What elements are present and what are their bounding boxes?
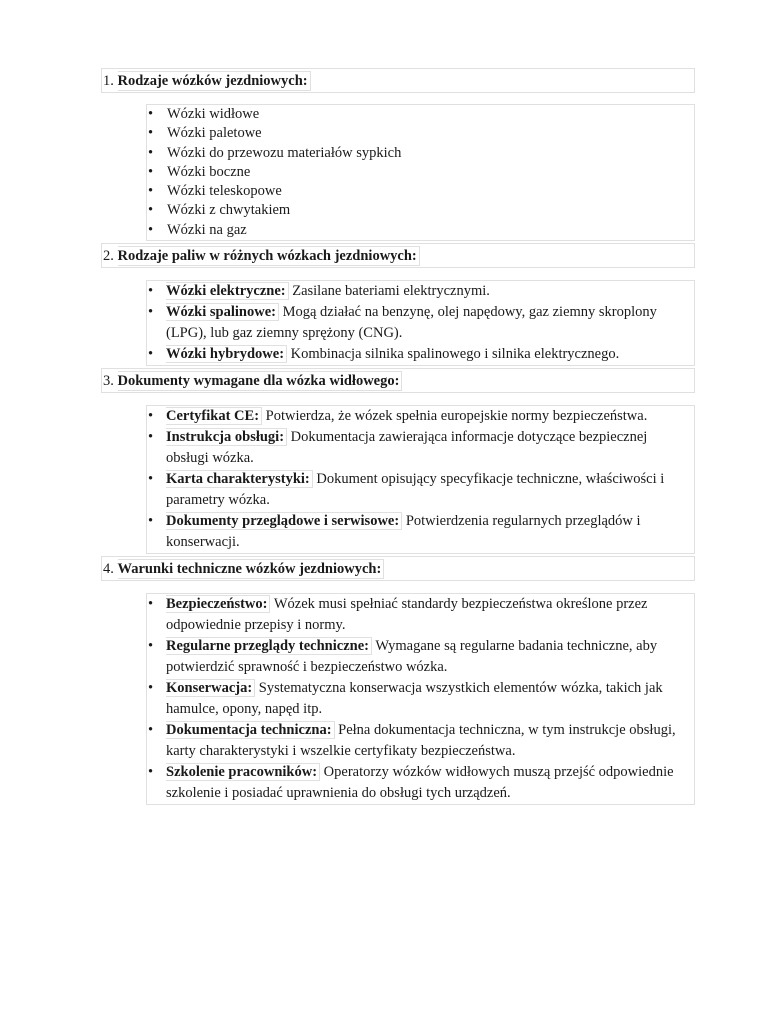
bullet-icon: • [148, 408, 154, 425]
item-description: Wymagane są regularne badania techniczne, aby potwierdzić sprawność i bezpieczeństwo wózka. [166, 638, 658, 676]
item-term: Wózki elektryczne: [166, 282, 289, 300]
bullet-icon: • [148, 429, 154, 446]
list-item [147, 281, 694, 302]
section-heading [101, 368, 695, 393]
bullet-icon: • [148, 471, 154, 488]
item-description: Kombinacja silnika spalinowego i silnika elektrycznego. [290, 346, 620, 363]
document-body [101, 68, 695, 807]
bullet-icon: • [148, 513, 154, 530]
bullet-icon: • [148, 283, 154, 300]
section-heading [101, 556, 695, 581]
item-term: Wózki spalinowe: [166, 303, 279, 321]
bullet-icon: • [148, 680, 154, 697]
list-item-text: Wózki na gaz [167, 221, 247, 238]
item-description: Potwierdzenia regularnych przeglądów i konserwacji. [166, 513, 641, 551]
bullet-icon: • [148, 144, 154, 161]
list-item-text: Wózki teleskopowe [167, 183, 282, 200]
item-term: Certyfikat CE: [166, 407, 262, 425]
list-item [147, 105, 694, 124]
bullet-icon: • [148, 183, 154, 200]
item-term: Karta charakterystyki: [166, 470, 313, 488]
item-description: Dokumentacja zawierająca informacje dotyczące bezpiecznej obsługi wózka. [166, 429, 648, 467]
bullet-icon: • [148, 304, 154, 321]
item-description: Zasilane bateriami elektrycznymi. [292, 283, 490, 300]
list-item-text: Wózki boczne [167, 163, 251, 180]
bullet-icon: • [148, 202, 154, 219]
list-item [147, 344, 694, 365]
item-description: Systematyczna konserwacja wszystkich elementów wózka, takich jak hamulce, opony, napęd itp. [166, 680, 663, 718]
list-item [147, 762, 694, 804]
item-term: Dokumentacja techniczna: [166, 721, 335, 739]
list-item [147, 427, 694, 469]
list-item [147, 406, 694, 427]
item-term: Konserwacja: [166, 679, 255, 697]
bullet-icon: • [148, 221, 154, 238]
section-number: 2. [103, 248, 114, 265]
item-term: Szkolenie pracowników: [166, 763, 320, 781]
item-term: Bezpieczeństwo: [166, 595, 270, 613]
section-heading [101, 243, 695, 268]
section-list [146, 405, 695, 554]
section-list [146, 593, 695, 805]
list-item [147, 678, 694, 720]
item-term: Instrukcja obsługi: [166, 428, 287, 446]
item-description: Wózek musi spełniać standardy bezpieczeństwa określone przez odpowiednie przepisy i normy. [166, 596, 648, 634]
list-item [147, 636, 694, 678]
list-item [147, 469, 694, 511]
list-item [147, 302, 694, 344]
list-item [147, 201, 694, 220]
list-item [147, 511, 694, 553]
section-heading [101, 68, 695, 93]
list-item [147, 594, 694, 636]
list-item-text: Wózki z chwytakiem [167, 202, 291, 219]
list-item-text: Wózki paletowe [167, 125, 262, 142]
list-item-text: Wózki widłowe [167, 106, 260, 122]
list-item-text: Wózki do przewozu materiałów sypkich [167, 144, 402, 161]
bullet-icon: • [148, 125, 154, 142]
list-item [147, 720, 694, 762]
item-term: Regularne przeglądy techniczne: [166, 637, 372, 655]
list-item [147, 163, 694, 182]
item-description: Dokument opisujący specyfikacje techniczne, właściwości i parametry wózka. [166, 471, 665, 509]
list-item [147, 221, 694, 240]
list-item [147, 124, 694, 143]
section-number: 4. [103, 561, 114, 578]
bullet-icon: • [148, 106, 154, 122]
section-title: Rodzaje wózków jezdniowych: [118, 71, 311, 91]
section-list [146, 280, 695, 366]
bullet-icon: • [148, 764, 154, 781]
item-description: Potwierdza, że wózek spełnia europejskie normy bezpieczeństwa. [265, 408, 648, 425]
item-term: Dokumenty przeglądowe i serwisowe: [166, 512, 402, 530]
bullet-icon: • [148, 346, 154, 363]
bullet-icon: • [148, 596, 154, 613]
item-description: Mogą działać na benzynę, olej napędowy, gaz ziemny skroplony (LPG), lub gaz ziemny sprężony (CNG). [166, 304, 657, 342]
section-list [146, 104, 695, 241]
item-description: Pełna dokumentacja techniczna, w tym instrukcje obsługi, karty charakterystyki i wszelkie certyfikaty bezpieczeństwa. [166, 722, 676, 760]
bullet-icon: • [148, 163, 154, 180]
section-title: Warunki techniczne wózków jezdniowych: [118, 559, 385, 579]
list-item [147, 182, 694, 201]
bullet-icon: • [148, 722, 154, 739]
section-number: 3. [103, 373, 114, 390]
bullet-icon: • [148, 638, 154, 655]
section-title: Dokumenty wymagane dla wózka widłowego: [118, 371, 403, 391]
item-term: Wózki hybrydowe: [166, 345, 287, 363]
item-description: Operatorzy wózków widłowych muszą przejść odpowiednie szkolenie i posiadać uprawnienia do obsługi tych urządzeń. [166, 764, 674, 802]
section-number: 1. [103, 73, 114, 89]
section-title: Rodzaje paliw w różnych wózkach jezdniowych: [118, 246, 420, 266]
list-item [147, 144, 694, 163]
